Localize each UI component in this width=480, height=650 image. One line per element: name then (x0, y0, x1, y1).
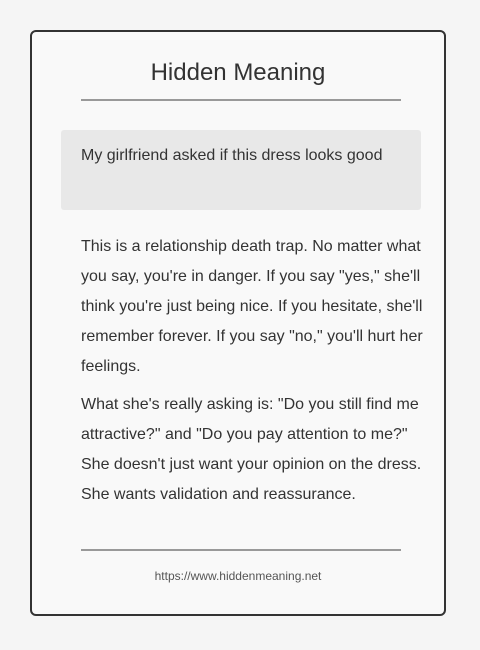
question-box (61, 130, 421, 210)
title-divider (81, 99, 401, 101)
footer-url: https://www.hiddenmeaning.net (154, 569, 322, 583)
footer-divider (81, 549, 401, 551)
question-text: My girlfriend asked if this dress looks good (81, 147, 383, 164)
answer-paragraph-2: What she's really asking is: "Do you still find me attractive?" and "Do you pay attention to me?" She doesn't just want your opinion on the dress. She wants validation and reassurance. (81, 396, 422, 503)
meaning-card (30, 30, 446, 616)
answer-paragraph-1: This is a relationship death trap. No matter what you say, you're in danger. If you say "yes," she'll think you're just being nice. If you hesitate, she'll remember forever. If you say "no," you'll hurt her feelings. (81, 238, 423, 375)
card-title: Hidden Meaning (150, 59, 326, 86)
answer-section (81, 232, 431, 518)
